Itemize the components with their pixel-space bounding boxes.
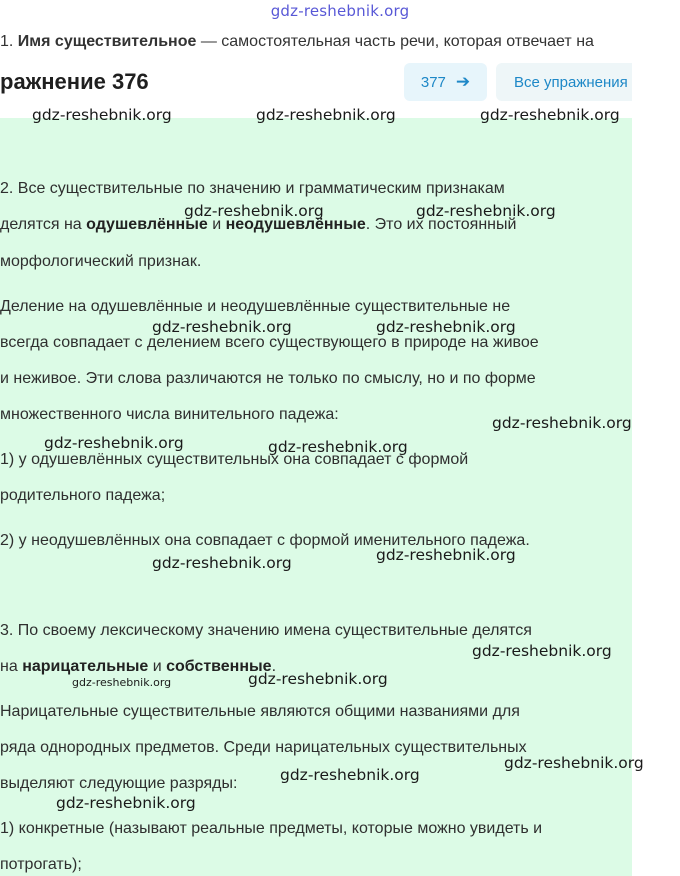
all-exercises-label: Все упражнения <box>514 73 628 91</box>
watermark-text: gdz-reshebnik.org <box>56 794 196 812</box>
text-run: и <box>148 658 167 675</box>
paragraph-line: потрогать); <box>0 856 82 873</box>
watermark-text: gdz-reshebnik.org <box>376 318 516 336</box>
paragraph-line: 1) конкретные (называют реальные предметы, которые можно увидеть и <box>0 820 543 837</box>
watermark-text: gdz-reshebnik.org <box>480 106 620 124</box>
next-exercise-label: 377 <box>420 73 446 91</box>
paragraph-line: выделяют следующие разряды: <box>0 775 238 792</box>
paragraph-line: 1) у одушевлённых существительных она совпадает с формой <box>0 451 469 468</box>
text-run: . Это их постоянный <box>365 216 517 233</box>
watermark-text: gdz-reshebnik.org <box>184 202 324 220</box>
page-title: ражнение 376 <box>0 69 149 94</box>
paragraph-line: всегда совпадает с делением всего существующего в природе на живое <box>0 334 539 351</box>
watermark-text: gdz-reshebnik.org <box>504 754 644 772</box>
paragraph-line: Нарицательные существительные являются общими названиями для <box>0 703 520 720</box>
text-run: делятся на <box>0 216 87 233</box>
bold-term: собственные <box>166 658 272 675</box>
all-exercises-button[interactable] <box>496 63 632 101</box>
watermark-text: gdz-reshebnik.org <box>416 202 556 220</box>
bold-term: неодушевлённые <box>225 216 366 233</box>
watermark-text: gdz-reshebnik.org <box>72 676 172 689</box>
watermark-text: gdz-reshebnik.org <box>152 554 292 572</box>
watermark-text: gdz-reshebnik.org <box>152 318 292 336</box>
bg-rest: — самостоятельная часть речи, которая отвечает на <box>196 33 594 50</box>
bold-term: одушевлённые <box>86 216 208 233</box>
watermark-text: gdz-reshebnik.org <box>44 434 184 452</box>
paragraph-line: множественного числа винительного падежа: <box>0 406 339 423</box>
paragraph-line: и неживое. Эти слова различаются не только по смыслу, но и по форме <box>0 370 536 387</box>
watermark-text: gdz-reshebnik.org <box>32 106 172 124</box>
bg-prefix: 1. <box>0 33 18 50</box>
text-run: на <box>0 658 23 675</box>
bold-term: нарицательные <box>22 658 149 675</box>
text-run: и <box>207 216 226 233</box>
next-exercise-button[interactable] <box>404 63 487 101</box>
paragraph-line: Деление на одушевлённые и неодушевлённые существительные не <box>0 298 511 315</box>
watermark-text: gdz-reshebnik.org <box>280 766 420 784</box>
watermark-text: gdz-reshebnik.org <box>248 670 388 688</box>
paragraph-line: 2) у неодушевлённых она совпадает с формой именительного падежа. <box>0 532 530 549</box>
site-watermark: gdz-reshebnik.org <box>270 2 410 20</box>
arrow-right-icon: ➔ <box>455 72 471 91</box>
watermark-text: gdz-reshebnik.org <box>256 106 396 124</box>
bg-bold-term: Имя существительное <box>17 33 197 50</box>
watermark-text: gdz-reshebnik.org <box>492 414 632 432</box>
watermark-text: gdz-reshebnik.org <box>376 546 516 564</box>
paragraph-line: ряда однородных предметов. Среди нарицательных существительных <box>0 739 527 756</box>
text-run: . <box>271 658 277 675</box>
watermark-text: gdz-reshebnik.org <box>268 438 408 456</box>
paragraph-line: 3. По своему лексическому значению имена существительные делятся <box>0 622 532 639</box>
paragraph-line: морфологический признак. <box>0 253 202 270</box>
paragraph-line: 2. Все существительные по значению и грамматическим признакам <box>0 180 505 197</box>
watermark-text: gdz-reshebnik.org <box>472 642 612 660</box>
background-text-line <box>0 33 680 51</box>
paragraph-line: родительного падежа; <box>0 487 166 504</box>
